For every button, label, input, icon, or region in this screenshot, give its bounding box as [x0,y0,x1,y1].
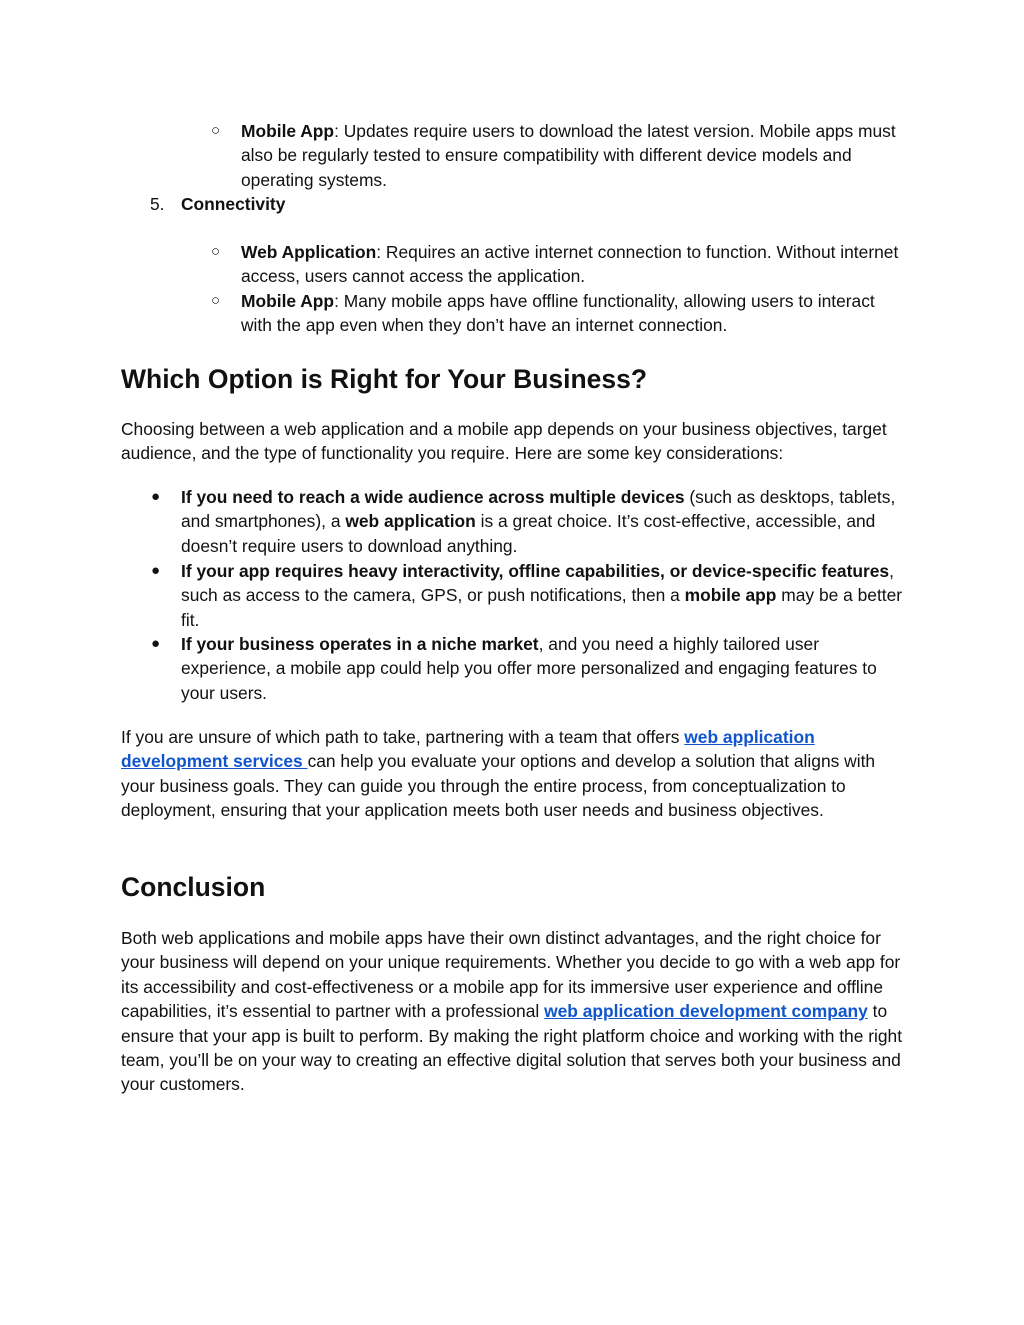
section-heading-conclusion: Conclusion [121,872,266,902]
list-item-connectivity-mobile [241,289,906,338]
list-item-mobile-app-updates [241,119,906,192]
paragraph-text: to ensure that your app is built to perform. By making the right platform choice and working with the right team, you’ll be on your way to creating an effective digital solution that serves both your business and your customers. [121,1001,903,1095]
bullet-text: , such as access to the camera, GPS, or push notifications, then a [181,561,894,606]
bullet-marker: ● [151,562,161,579]
conclusion-paragraph [121,926,906,1097]
bullet-text: , and you need a highly tailored user experience, a mobile app could help you offer more personalized and engaging features to your users. [181,634,877,703]
bullet-bold: If your business operates in a niche market [181,634,539,654]
item-label: Mobile App [241,291,335,311]
list-number-5: 5. [150,194,165,214]
item-label: Web Application [241,242,377,262]
bullet-text: is a great choice. It’s cost-effective, accessible, and doesn’t require users to download anything. [181,511,876,556]
bullet-item-niche-market [181,632,906,705]
paragraph-text: Both web applications and mobile apps have their own distinct advantages, and the right choice for your business will depend on your unique requirements. Whether you decide to go with a web app for its accessibility and cost-effectiveness or a mobile app for its immersive user experience and offline capabilities, it’s essential to partner with a professional [121,928,901,1022]
bullet-text: may be a better fit. [181,585,903,630]
web-app-development-services-link[interactable]: web application development services [121,727,815,772]
bullet-item-wide-audience [181,485,906,558]
bullet-marker: ● [151,635,161,652]
sub-bullet-marker: ○ [211,122,221,139]
section-intro-paragraph: Choosing between a web application and a mobile app depends on your business objectives, target audience, and the type of functionality you require. Here are some key considerations: [121,419,887,464]
list-item-connectivity-web [241,240,906,289]
bullet-bold: web application [345,511,476,532]
sub-bullet-marker: ○ [211,292,221,309]
item-text: : Updates require users to download the latest version. Mobile apps must also be regularly tested to ensure compatibility with different device models and operating systems. [241,121,896,190]
bullet-marker: ● [151,488,161,505]
paragraph-text: can help you evaluate your options and develop a solution that aligns with your business goals. They can guide you through the entire process, from conceptualization to deployment, ensuring that your application meets both user needs and business objectives. [121,751,876,821]
bullet-item-interactivity [181,559,906,632]
item-label: Mobile App [241,121,335,141]
section-closing-paragraph [121,725,906,823]
section-heading-which-option: Which Option is Right for Your Business? [121,364,648,394]
paragraph-text: If you are unsure of which path to take, partnering with a team that offers [121,727,685,747]
bullet-text: (such as desktops, tablets, and smartphones), a [181,487,896,532]
list-item-connectivity-title: Connectivity [181,194,286,214]
bullet-bold: If you need to reach a wide audience across multiple devices [181,487,685,507]
item-text: : Many mobile apps have offline functionality, allowing users to interact with the app even when they don’t have an internet connection. [241,291,875,336]
item-text: : Requires an active internet connection to function. Without internet access, users cannot access the application. [241,242,899,287]
bullet-bold: mobile app [684,585,777,606]
sub-bullet-marker: ○ [211,243,221,260]
web-app-development-company-link[interactable]: web application development company [544,1001,868,1022]
bullet-bold: If your app requires heavy interactivity, offline capabilities, or device-specific features [181,561,890,581]
